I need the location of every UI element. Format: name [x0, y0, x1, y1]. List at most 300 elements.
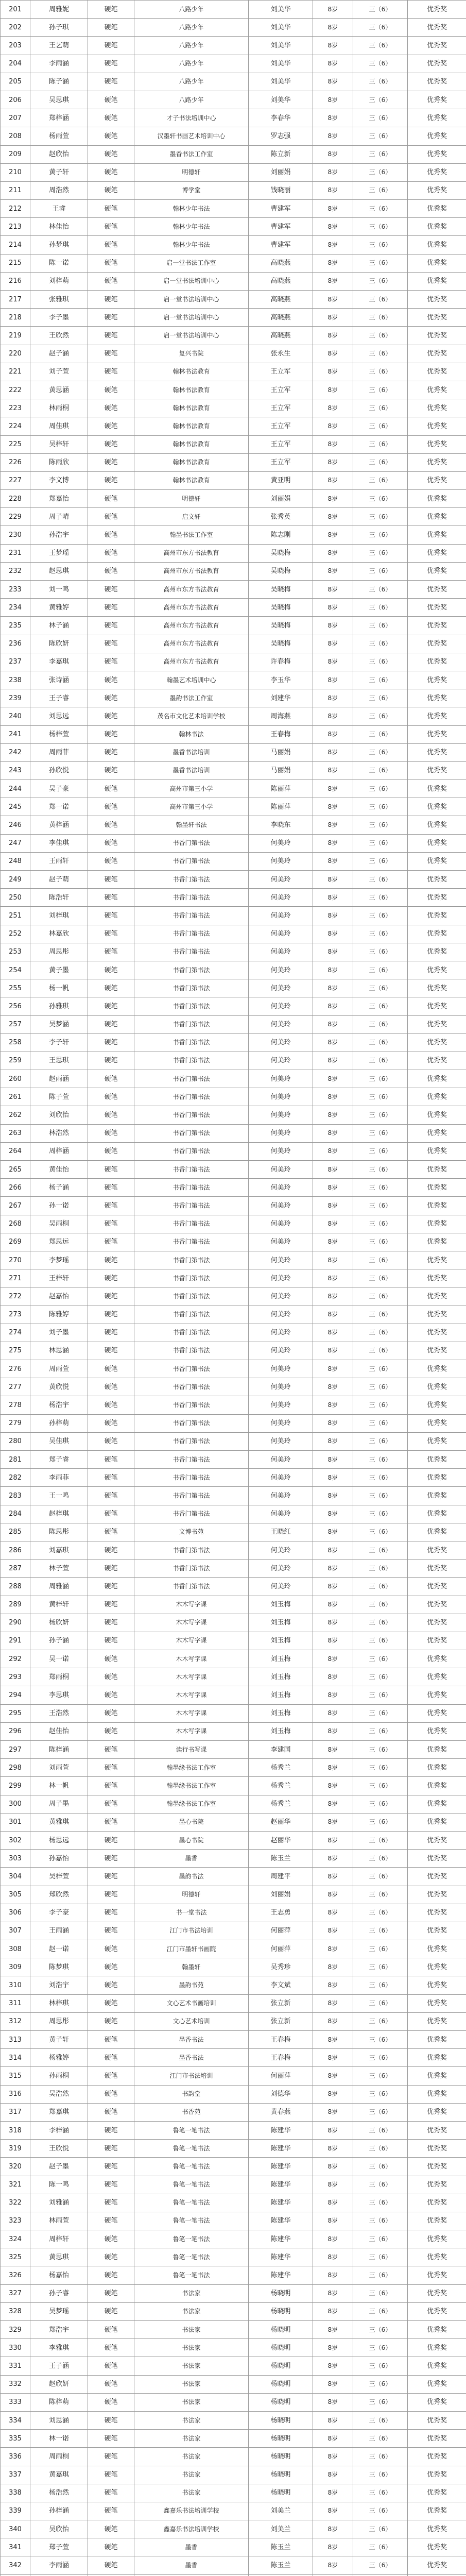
age: 8岁 — [313, 2031, 353, 2049]
student-name: 刘思远 — [30, 707, 88, 725]
grade-class: 三（6） — [353, 2284, 408, 2302]
award: 优秀奖 — [408, 91, 466, 109]
table-row — [1, 236, 466, 254]
age: 8岁 — [313, 1722, 353, 1740]
organization: 八路少年 — [134, 91, 249, 109]
student-name: 黄嘉琪 — [30, 2466, 88, 2484]
instructor: 杨晓明 — [249, 2339, 313, 2357]
instructor: 何美玲 — [249, 1233, 313, 1251]
organization: 高州市东方书法教育 — [134, 635, 249, 653]
instructor: 刘美华 — [249, 37, 313, 55]
age: 8岁 — [313, 2230, 353, 2248]
category: 硬笔 — [88, 997, 134, 1015]
category: 硬笔 — [88, 1704, 134, 1722]
student-name: 赵子萌 — [30, 871, 88, 889]
organization: 书香门第书法 — [134, 1161, 249, 1179]
organization: 书香门第书法 — [134, 1197, 249, 1215]
instructor: 何美玲 — [249, 1197, 313, 1215]
row-number: 292 — [1, 1650, 30, 1668]
row-number: 291 — [1, 1632, 30, 1650]
organization: 书香门第书法 — [134, 1414, 249, 1432]
age: 8岁 — [313, 2158, 353, 2176]
award: 优秀奖 — [408, 2520, 466, 2538]
instructor: 吴晓梅 — [249, 617, 313, 635]
instructor: 何美玲 — [249, 1287, 313, 1306]
award: 优秀奖 — [408, 2430, 466, 2448]
table-row — [1, 2357, 466, 2375]
instructor: 何美玲 — [249, 1088, 313, 1106]
instructor: 陈建华 — [249, 2121, 313, 2139]
award: 优秀奖 — [408, 1451, 466, 1469]
category: 硬笔 — [88, 1741, 134, 1759]
student-name: 郑子睿 — [30, 1451, 88, 1469]
category: 硬笔 — [88, 1451, 134, 1469]
row-number: 306 — [1, 1904, 30, 1922]
instructor: 何美玲 — [249, 871, 313, 889]
award: 优秀奖 — [408, 961, 466, 979]
organization: 启一堂书法培训中心 — [134, 327, 249, 345]
organization: 书香门第书法 — [134, 1432, 249, 1450]
table-row — [1, 2411, 466, 2429]
table-row — [1, 1360, 466, 1378]
instructor: 高晓燕 — [249, 327, 313, 345]
grade-class: 三（6） — [353, 2176, 408, 2194]
grade-class: 三（6） — [353, 1704, 408, 1722]
age: 8岁 — [313, 2393, 353, 2411]
table-row — [1, 55, 466, 73]
award: 优秀奖 — [408, 55, 466, 73]
table-row — [1, 526, 466, 544]
row-number: 322 — [1, 2194, 30, 2212]
category: 硬笔 — [88, 834, 134, 852]
row-number: 269 — [1, 1233, 30, 1251]
grade-class: 三（6） — [353, 2357, 408, 2375]
row-number: 326 — [1, 2266, 30, 2284]
age: 8岁 — [313, 2103, 353, 2121]
table-row — [1, 581, 466, 599]
age: 8岁 — [313, 2176, 353, 2194]
category: 硬笔 — [88, 2484, 134, 2502]
award: 优秀奖 — [408, 2140, 466, 2158]
category: 硬笔 — [88, 254, 134, 272]
age: 8岁 — [313, 291, 353, 309]
category: 硬笔 — [88, 653, 134, 671]
category: 硬笔 — [88, 1976, 134, 1994]
student-name: 刘雅涵 — [30, 2194, 88, 2212]
instructor: 陈建华 — [249, 2230, 313, 2248]
category: 硬笔 — [88, 2466, 134, 2484]
row-number: 226 — [1, 453, 30, 471]
instructor: 王立军 — [249, 399, 313, 417]
age: 8岁 — [313, 1650, 353, 1668]
grade-class: 三（6） — [353, 1432, 408, 1450]
award: 优秀奖 — [408, 671, 466, 689]
table-row — [1, 2031, 466, 2049]
organization: 书香门第书法 — [134, 1088, 249, 1106]
category: 硬笔 — [88, 1831, 134, 1849]
instructor: 杨晓明 — [249, 2375, 313, 2393]
table-row — [1, 1451, 466, 1469]
organization: 书香门第书法 — [134, 1233, 249, 1251]
age: 8岁 — [313, 1795, 353, 1813]
organization: 书香门第书法 — [134, 961, 249, 979]
row-number: 282 — [1, 1469, 30, 1487]
student-name: 陈浩轩 — [30, 889, 88, 907]
award: 优秀奖 — [408, 2538, 466, 2556]
table-row — [1, 2520, 466, 2538]
student-name: 赵子涵 — [30, 345, 88, 363]
category: 硬笔 — [88, 2556, 134, 2574]
grade-class: 三（6） — [353, 127, 408, 145]
organization: 翰林少年书法 — [134, 200, 249, 218]
grade-class: 三（6） — [353, 2393, 408, 2411]
row-number: 296 — [1, 1722, 30, 1740]
award: 优秀奖 — [408, 399, 466, 417]
table-row — [1, 1958, 466, 1976]
row-number: 203 — [1, 37, 30, 55]
row-number: 233 — [1, 581, 30, 599]
instructor: 刘玉梅 — [249, 1704, 313, 1722]
row-number: 301 — [1, 1813, 30, 1831]
student-name: 林梓琪 — [30, 1994, 88, 2012]
award: 优秀奖 — [408, 363, 466, 381]
organization: 墨香书法工作室 — [134, 145, 249, 163]
student-name: 赵一诺 — [30, 1940, 88, 1958]
table-row — [1, 1976, 466, 1994]
organization: 木木写字课 — [134, 1650, 249, 1668]
age: 8岁 — [313, 979, 353, 997]
category: 硬笔 — [88, 544, 134, 562]
instructor: 李玉华 — [249, 671, 313, 689]
category: 硬笔 — [88, 599, 134, 617]
grade-class: 三（6） — [353, 1414, 408, 1432]
student-name: 李梦瑶 — [30, 1251, 88, 1269]
row-number: 316 — [1, 2085, 30, 2103]
student-name: 吴梦瑶 — [30, 2302, 88, 2320]
award: 优秀奖 — [408, 1886, 466, 1904]
student-name: 周子晴 — [30, 508, 88, 526]
age: 8岁 — [313, 2339, 353, 2357]
student-name: 林雨桐 — [30, 399, 88, 417]
student-name: 王雨涵 — [30, 1922, 88, 1940]
table-row — [1, 435, 466, 453]
instructor: 何美玲 — [249, 1541, 313, 1559]
row-number: 206 — [1, 91, 30, 109]
row-number: 218 — [1, 309, 30, 327]
age: 8岁 — [313, 852, 353, 870]
organization: 书香门第书法 — [134, 1251, 249, 1269]
grade-class: 三（6） — [353, 1958, 408, 1976]
grade-class: 三（6） — [353, 1342, 408, 1360]
age: 8岁 — [313, 617, 353, 635]
student-name: 李佳琪 — [30, 834, 88, 852]
grade-class: 三（6） — [353, 1596, 408, 1614]
table-row — [1, 1070, 466, 1088]
age: 8岁 — [313, 1704, 353, 1722]
student-name: 周佳琪 — [30, 417, 88, 435]
organization: 八路少年 — [134, 19, 249, 37]
award: 优秀奖 — [408, 544, 466, 562]
category: 硬笔 — [88, 943, 134, 961]
award: 优秀奖 — [408, 1523, 466, 1541]
grade-class: 三（6） — [353, 2085, 408, 2103]
row-number: 314 — [1, 2049, 30, 2067]
table-row — [1, 2430, 466, 2448]
award: 优秀奖 — [408, 309, 466, 327]
organization: 鲁笔一笔书法 — [134, 2121, 249, 2139]
student-name: 王艺萌 — [30, 37, 88, 55]
category: 硬笔 — [88, 181, 134, 199]
table-row — [1, 1922, 466, 1940]
row-number: 219 — [1, 327, 30, 345]
instructor: 何美玲 — [249, 1106, 313, 1124]
instructor: 杨晓明 — [249, 2357, 313, 2375]
age: 8岁 — [313, 1179, 353, 1197]
category: 硬笔 — [88, 453, 134, 471]
age: 8岁 — [313, 2411, 353, 2429]
grade-class: 三（6） — [353, 2103, 408, 2121]
student-name: 周雨桐 — [30, 2448, 88, 2466]
student-name: 王欣然 — [30, 327, 88, 345]
award: 优秀奖 — [408, 780, 466, 798]
table-row — [1, 2103, 466, 2121]
table-row — [1, 1342, 466, 1360]
row-number: 319 — [1, 2140, 30, 2158]
organization: 翰林少年书法 — [134, 236, 249, 254]
row-number: 332 — [1, 2375, 30, 2393]
instructor: 曹建军 — [249, 236, 313, 254]
student-name: 陈梓涵 — [30, 1741, 88, 1759]
age: 8岁 — [313, 1052, 353, 1070]
instructor: 李晓东 — [249, 816, 313, 834]
organization: 才子书法培训中心 — [134, 109, 249, 127]
organization: 书香门第书法 — [134, 1378, 249, 1396]
organization: 明德轩 — [134, 490, 249, 508]
award: 优秀奖 — [408, 1650, 466, 1668]
age: 8岁 — [313, 635, 353, 653]
row-number: 221 — [1, 363, 30, 381]
table-row — [1, 2012, 466, 2030]
award: 优秀奖 — [408, 2484, 466, 2502]
instructor: 何美玲 — [249, 1015, 313, 1033]
table-row — [1, 1795, 466, 1813]
instructor: 何美玲 — [249, 1161, 313, 1179]
table-row — [1, 1741, 466, 1759]
award: 优秀奖 — [408, 1976, 466, 1994]
table-row — [1, 272, 466, 290]
instructor: 周建平 — [249, 1868, 313, 1886]
grade-class: 三（6） — [353, 1033, 408, 1052]
category: 硬笔 — [88, 309, 134, 327]
organization: 江门市书法培训 — [134, 1922, 249, 1940]
age: 8岁 — [313, 37, 353, 55]
organization: 书香门第书法 — [134, 1324, 249, 1342]
student-name: 郑嘉琪 — [30, 2103, 88, 2121]
grade-class: 三（6） — [353, 1197, 408, 1215]
category: 硬笔 — [88, 907, 134, 925]
grade-class: 三（6） — [353, 19, 408, 37]
row-number: 342 — [1, 2556, 30, 2574]
organization: 鲁笔一笔书法 — [134, 2212, 249, 2230]
instructor: 杨晓明 — [249, 2448, 313, 2466]
table-row — [1, 73, 466, 91]
row-number: 222 — [1, 381, 30, 399]
instructor: 何美玲 — [249, 1360, 313, 1378]
grade-class: 三（6） — [353, 1378, 408, 1396]
row-number: 333 — [1, 2393, 30, 2411]
grade-class: 三（6） — [353, 1904, 408, 1922]
age: 8岁 — [313, 1451, 353, 1469]
grade-class: 三（6） — [353, 635, 408, 653]
instructor: 何丽萍 — [249, 2067, 313, 2085]
table-row — [1, 1015, 466, 1033]
award: 优秀奖 — [408, 1922, 466, 1940]
instructor: 张秀英 — [249, 508, 313, 526]
table-row — [1, 2085, 466, 2103]
age: 8岁 — [313, 2194, 353, 2212]
organization: 墨香 — [134, 2556, 249, 2574]
category: 硬笔 — [88, 2375, 134, 2393]
age: 8岁 — [313, 200, 353, 218]
organization: 八路少年 — [134, 1, 249, 19]
category: 硬笔 — [88, 1306, 134, 1324]
table-row — [1, 363, 466, 381]
grade-class: 三（6） — [353, 218, 408, 236]
table-row — [1, 2230, 466, 2248]
age: 8岁 — [313, 91, 353, 109]
instructor: 何美玲 — [249, 1033, 313, 1052]
student-name: 杨欣妍 — [30, 1614, 88, 1632]
award: 优秀奖 — [408, 599, 466, 617]
row-number: 231 — [1, 544, 30, 562]
student-name: 李子豪 — [30, 1904, 88, 1922]
row-number: 331 — [1, 2357, 30, 2375]
instructor: 刘美华 — [249, 55, 313, 73]
age: 8岁 — [313, 689, 353, 707]
student-name: 王子涵 — [30, 2357, 88, 2375]
organization: 翰墨缘书法工作室 — [134, 1759, 249, 1777]
age: 8岁 — [313, 2085, 353, 2103]
age: 8岁 — [313, 2538, 353, 2556]
grade-class: 三（6） — [353, 1560, 408, 1578]
table-row — [1, 1668, 466, 1686]
age: 8岁 — [313, 163, 353, 181]
row-number: 279 — [1, 1414, 30, 1432]
student-name: 刘一鸣 — [30, 581, 88, 599]
row-number: 245 — [1, 798, 30, 816]
organization: 书香门第书法 — [134, 1469, 249, 1487]
award: 优秀奖 — [408, 2212, 466, 2230]
row-number: 266 — [1, 1179, 30, 1197]
grade-class: 三（6） — [353, 109, 408, 127]
grade-class: 三（6） — [353, 961, 408, 979]
age: 8岁 — [313, 1324, 353, 1342]
row-number: 224 — [1, 417, 30, 435]
award: 优秀奖 — [408, 581, 466, 599]
instructor: 马丽娟 — [249, 761, 313, 779]
category: 硬笔 — [88, 743, 134, 761]
grade-class: 三（6） — [353, 653, 408, 671]
grade-class: 三（6） — [353, 544, 408, 562]
row-number: 223 — [1, 399, 30, 417]
student-name: 陈梓萌 — [30, 2393, 88, 2411]
age: 8岁 — [313, 2121, 353, 2139]
category: 硬笔 — [88, 816, 134, 834]
category: 硬笔 — [88, 1958, 134, 1976]
student-name: 林浩然 — [30, 1124, 88, 1142]
instructor: 杨秀兰 — [249, 1777, 313, 1795]
award: 优秀奖 — [408, 417, 466, 435]
age: 8岁 — [313, 1378, 353, 1396]
table-row — [1, 1541, 466, 1559]
row-number: 257 — [1, 1015, 30, 1033]
instructor: 刘丽娟 — [249, 490, 313, 508]
award: 优秀奖 — [408, 2284, 466, 2302]
student-name: 李雨菲 — [30, 1469, 88, 1487]
instructor: 陈玉兰 — [249, 2556, 313, 2574]
grade-class: 三（6） — [353, 2049, 408, 2067]
grade-class: 三（6） — [353, 309, 408, 327]
grade-class: 三（6） — [353, 1505, 408, 1523]
table-row — [1, 453, 466, 471]
award: 优秀奖 — [408, 2266, 466, 2284]
row-number: 300 — [1, 1795, 30, 1813]
age: 8岁 — [313, 1523, 353, 1541]
age: 8岁 — [313, 1813, 353, 1831]
organization: 鲁笔一笔书法 — [134, 2194, 249, 2212]
category: 硬笔 — [88, 1578, 134, 1596]
age: 8岁 — [313, 761, 353, 779]
organization: 八路少年 — [134, 37, 249, 55]
category: 硬笔 — [88, 73, 134, 91]
award: 优秀奖 — [408, 943, 466, 961]
grade-class: 三（6） — [353, 381, 408, 399]
instructor: 何美玲 — [249, 1396, 313, 1414]
category: 硬笔 — [88, 345, 134, 363]
category: 硬笔 — [88, 1233, 134, 1251]
table-row — [1, 399, 466, 417]
instructor: 何美玲 — [249, 961, 313, 979]
grade-class: 三（6） — [353, 417, 408, 435]
student-name: 赵嘉怡 — [30, 1287, 88, 1306]
instructor: 杨晓明 — [249, 2466, 313, 2484]
row-number: 309 — [1, 1958, 30, 1976]
grade-class: 三（6） — [353, 2484, 408, 2502]
grade-class: 三（6） — [353, 2502, 408, 2520]
student-name: 周雅涵 — [30, 1578, 88, 1596]
award: 优秀奖 — [408, 508, 466, 526]
table-row — [1, 1033, 466, 1052]
table-row — [1, 997, 466, 1015]
award: 优秀奖 — [408, 2375, 466, 2393]
category: 硬笔 — [88, 871, 134, 889]
row-number: 277 — [1, 1378, 30, 1396]
category: 硬笔 — [88, 581, 134, 599]
organization: 书香门第书法 — [134, 1487, 249, 1505]
row-number: 328 — [1, 2302, 30, 2320]
award: 优秀奖 — [408, 272, 466, 290]
table-row — [1, 1251, 466, 1269]
award: 优秀奖 — [408, 1722, 466, 1740]
student-name: 李雨涵 — [30, 2556, 88, 2574]
organization: 鲁笔一笔书法 — [134, 2158, 249, 2176]
row-number: 267 — [1, 1197, 30, 1215]
instructor: 吴晓梅 — [249, 544, 313, 562]
age: 8岁 — [313, 2556, 353, 2574]
student-name: 周思彤 — [30, 943, 88, 961]
category: 硬笔 — [88, 236, 134, 254]
age: 8岁 — [313, 2321, 353, 2339]
